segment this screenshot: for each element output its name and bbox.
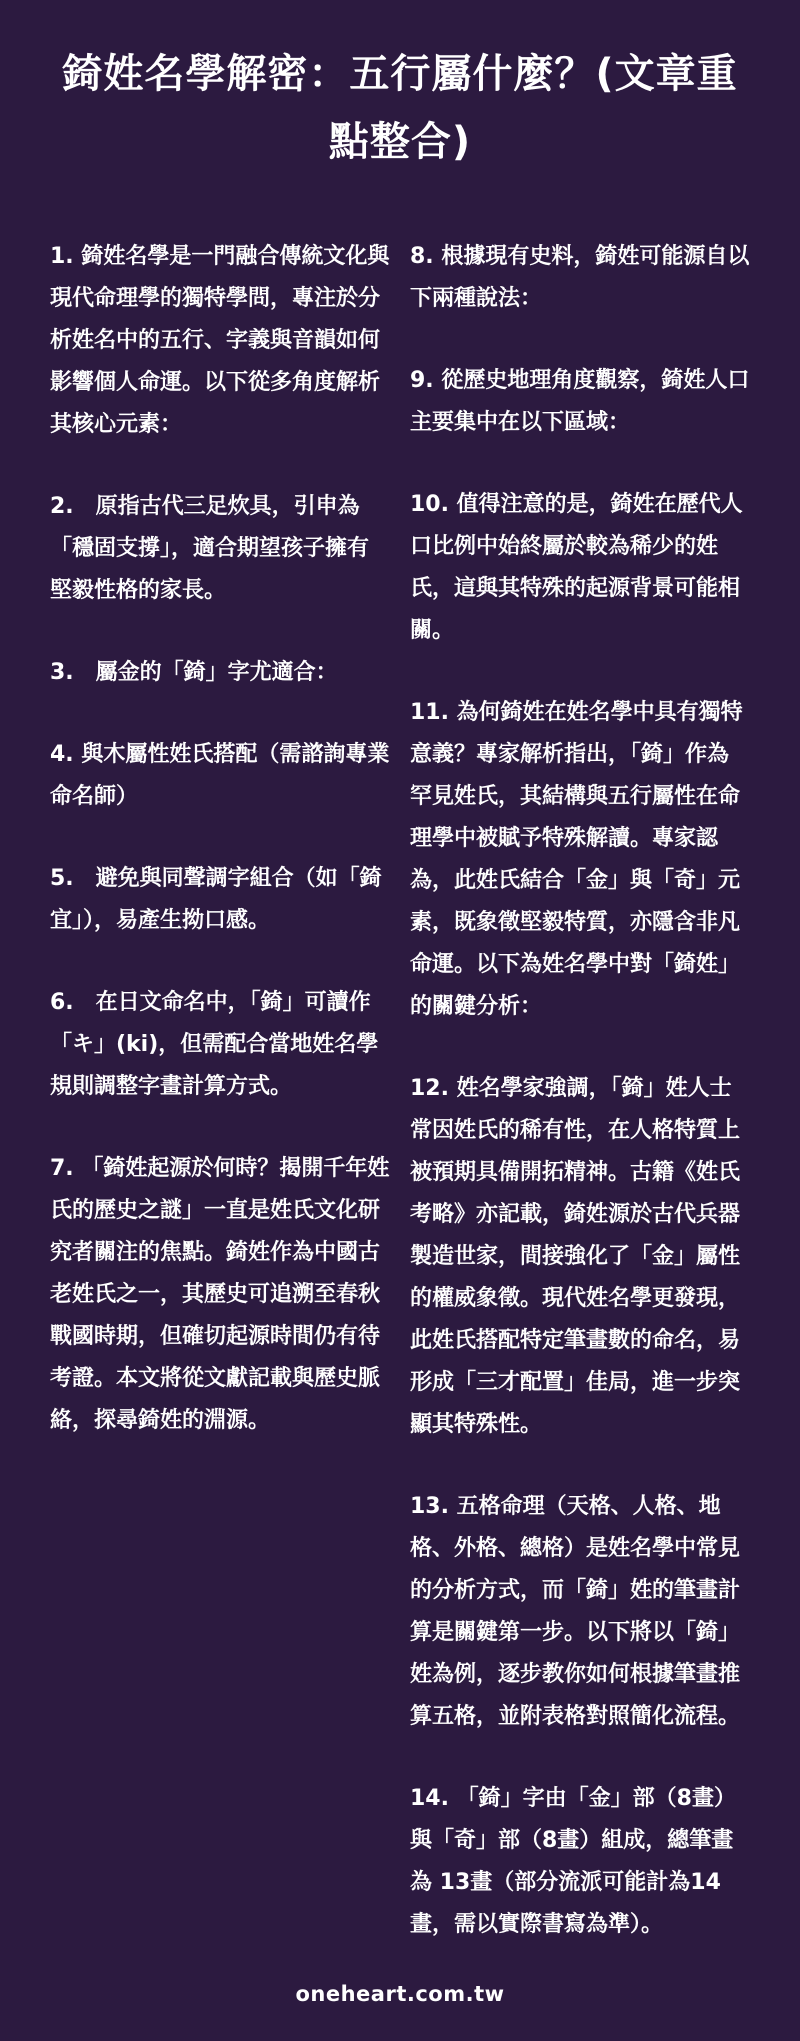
left-column <box>50 236 390 1482</box>
list-item: 9. 從歷史地理角度觀察，錡姓人口主要集中在以下區域： <box>410 368 750 435</box>
list-item: 2. 原指古代三足炊具，引申為「穩固支撐」，適合期望孩子擁有堅毅性格的家長。 <box>50 494 370 603</box>
list-item: 7. 「錡姓起源於何時？揭開千年姓氏的歷史之謎」一直是姓氏文化研究者關注的焦點。錡姓作為中國古老姓氏之一，其歷史可追溯至春秋戰國時期，但確切起源時間仍有待考證。本文將從文獻記載與歷史脈絡，探尋錡姓的淵源。 <box>50 1156 390 1433</box>
page-title: 錡姓名學解密：五行屬什麼？(文章重點整合) <box>62 51 738 165</box>
site-footer: oneheart.com.tw <box>295 1982 505 2006</box>
list-item: 6. 在日文命名中，「錡」可讀作「キ」(ki)，但需配合當地姓名學規則調整字畫計算方式。 <box>50 990 379 1099</box>
list-item: 3. 屬金的「錡」字尤適合： <box>50 660 338 685</box>
list-item: 12. 姓名學家強調，「錡」姓人士常因姓氏的稀有性，在人格特質上被預期具備開拓精神。古籍《姓氏考略》亦記載，錡姓源於古代兵器製造世家，間接強化了「金」屬性的權威象徵。現代姓名學更發現，此姓氏搭配特定筆畫數的命名，易形成「三才配置」佳局，進一步突顯其特殊性。 <box>410 1076 741 1437</box>
list-item: 8. 根據現有史料，錡姓可能源自以下兩種說法： <box>410 244 750 311</box>
list-item: 14. 「錡」字由「金」部（8畫）與「奇」部（8畫）組成，總筆畫為 13畫（部分流派可能計為14畫，需以實際書寫為準）。 <box>410 1786 736 1937</box>
list-item: 5. 避免與同聲調字組合（如「錡宜」），易產生拗口感。 <box>50 866 382 933</box>
list-item: 13. 五格命理（天格、人格、地格、外格、總格）是姓名學中常見的分析方式，而「錡」姓的筆畫計算是關鍵第一步。以下將以「錡」姓為例，逐步教你如何根據筆畫推算五格，並附表格對照簡化流程。 <box>410 1494 741 1729</box>
right-column <box>410 236 750 1986</box>
list-item: 10. 值得注意的是，錡姓在歷代人口比例中始終屬於較為稀少的姓氏，這與其特殊的起源背景可能相關。 <box>410 492 743 643</box>
list-item: 4. 與木屬性姓氏搭配（需諮詢專業命名師） <box>50 742 390 809</box>
list-item: 11. 為何錡姓在姓名學中具有獨特意義？專家解析指出，「錡」作為罕見姓氏，其結構與五行屬性在命理學中被賦予特殊解讀。專家認為，此姓氏結合「金」與「奇」元素，既象徵堅毅特質，亦隱含非凡命運。以下為姓名學中對「錡姓」的關鍵分析： <box>410 700 743 1019</box>
list-item: 1. 錡姓名學是一門融合傳統文化與現代命理學的獨特學問，專注於分析姓名中的五行、字義與音韻如何影響個人命運。以下從多角度解析其核心元素： <box>50 244 390 437</box>
